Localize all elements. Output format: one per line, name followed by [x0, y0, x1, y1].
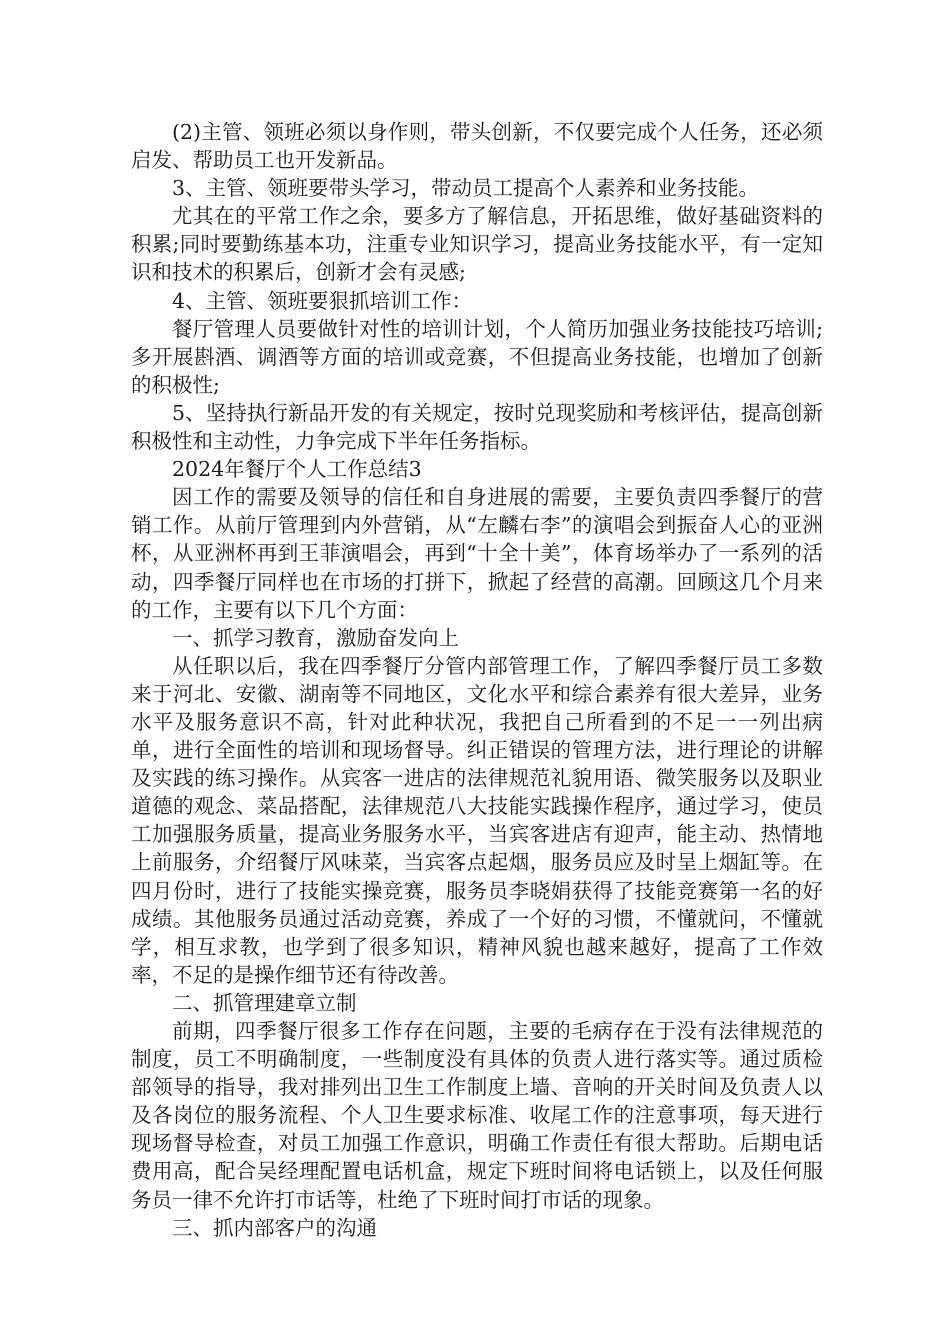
paragraph-item-3-lead-learning: 3、主管、领班要带头学习，带动员工提高个人素养和业务技能。	[172, 176, 760, 201]
paragraph-knowledge-accumulation: 尤其在的平常工作之余，要多方了解信息，开拓思维，做好基础资料的积累;同时要勤练基本功，注重专业知识学习，提高业务技能水平，有一定知识和技术的积累后，创新才会有灵感;	[131, 204, 823, 285]
paragraph-management-rules: 前期，四季餐厅很多工作存在问题，主要的毛病存在于没有法律规范的制度，员工不明确制度，一些制度没有具体的负责人进行落实等。通过质检部领导的指导，我对排列出卫生工作制度上墙、音响的开关时间及负责人以及各岗位的服务流程、个人卫生要求标准、收尾工作的注意事项，每天进行现场督导检查，对员工加强工作意识，明确工作责任有很大帮助。后期电话费用高，配合吴经理配置电话机盒，规定下班时间将电话锁上，以及任何服务员一律不允许打市话等，杜绝了下班时间打市话的现象。	[131, 1019, 823, 1212]
section-heading-study-education: 一、抓学习教育，激励奋发向上	[172, 625, 459, 650]
paragraph-summary-intro: 因工作的需要及领导的信任和自身进展的需要，主要负责四季餐厅的营销工作。从前厅管理到内外营销，从“左麟右李”的演唱会到振奋人心的亚洲杯，从亚洲杯再到王菲演唱会，再到“十全十美”，体育场举办了一系列的活动，四季餐厅同样也在市场的打拼下，掀起了经营的高潮。回顾这几个月来的工作，主要有以下几个方面：	[131, 485, 823, 622]
paragraph-item-4-training: 4、主管、领班要狠抓培训工作：	[172, 288, 473, 313]
section-heading-internal-communication: 三、抓内部客户的沟通	[172, 1215, 377, 1240]
paragraph-item-5-new-products: 5、坚持执行新品开发的有关规定，按时兑现奖励和考核评估，提高创新积极性和主动性，力争完成下半年任务指标。	[131, 400, 823, 454]
section-title-summary-3: 2024年餐厅个人工作总结3	[172, 457, 422, 482]
paragraph-item-2-innovation-lead: (2)主管、领班必须以身作则，带头创新，不仅要完成个人任务，还必须启发、帮助员工也开发新品。	[131, 120, 823, 173]
section-heading-management-rules: 二、抓管理建章立制	[172, 990, 357, 1015]
paragraph-study-education: 从任职以后，我在四季餐厅分管内部管理工作，了解四季餐厅员工多数来于河北、安徽、湖南等不同地区，文化水平和综合素养有很大差异，业务水平及服务意识不高，针对此种状况，我把自己所看到的不足一一列出病单，进行全面性的培训和现场督导。纠正错误的管理方法，进行理论的讲解及实践的练习操作。从宾客一进店的法律规范礼貌用语、微笑服务以及职业道德的观念、菜品搭配，法律规范八大技能实践操作程序，通过学习，使员工加强服务质量，提高业务服务水平，当宾客进店有迎声，能主动、热情地上前服务，介绍餐厅风味菜，当宾客点起烟，服务员应及时呈上烟缸等。在四月份时，进行了技能实操竞赛，服务员李晓娟获得了技能竞赛第一名的好成绩。其他服务员通过活动竞赛，养成了一个好的习惯，不懂就问，不懂就学，相互求教，也学到了很多知识，精神风貌也越来越好，提高了工作效率，不足的是操作细节还有待改善。	[131, 653, 823, 987]
paragraph-training-plan: 餐厅管理人员要做针对性的培训计划，个人简历加强业务技能技巧培训;多开展斟酒、调酒等方面的培训或竞赛，不但提高业务技能，也增加了创新的积极性;	[131, 316, 823, 397]
document-body	[131, 118, 823, 1242]
